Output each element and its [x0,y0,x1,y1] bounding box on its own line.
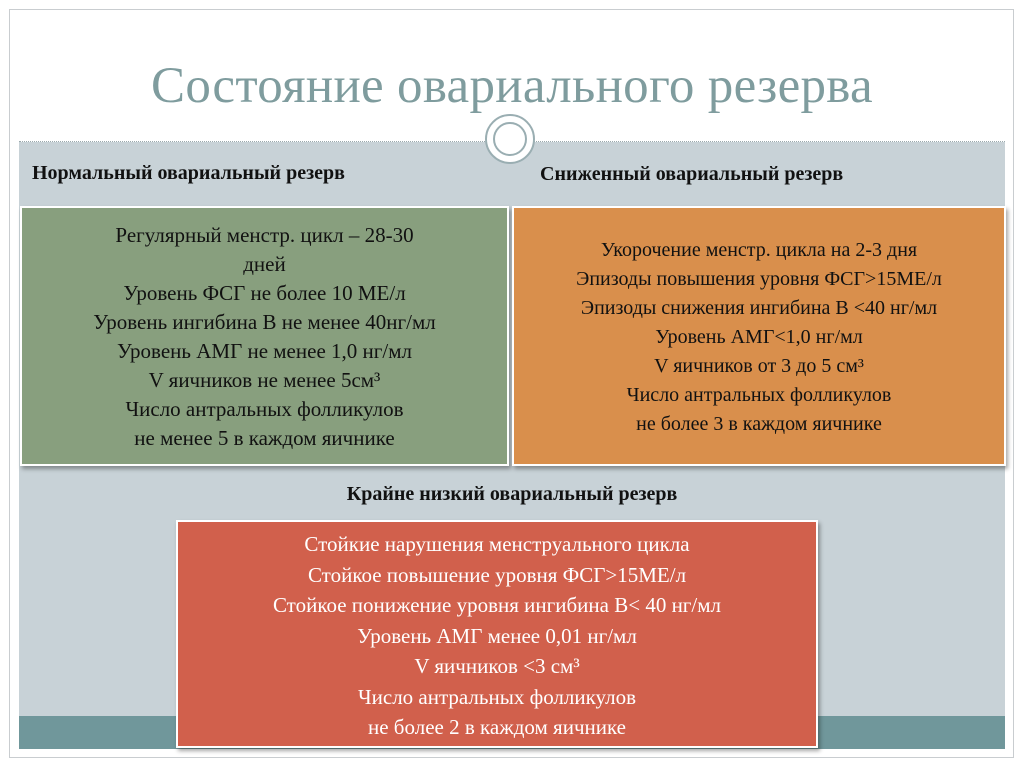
heading-low-reserve: Крайне низкий овариальный резерв [346,483,678,505]
heading-normal-reserve: Нормальный овариальный резерв [32,162,345,184]
reduced-line: V яичников от 3 до 5 см³ [654,355,864,377]
normal-line: Уровень ингибина В не менее 40нг/мл [93,310,436,334]
low-line: Стойкие нарушения менструального цикла [304,532,690,556]
normal-line: V яичников не менее 5см³ [148,368,381,392]
normal-reserve-box [20,206,509,466]
reduced-line: Число антральных фолликулов [626,384,892,406]
low-line: Стойкое понижение уровня ингибина В< 40 нг/мл [272,593,722,617]
normal-line: Уровень АМГ не менее 1,0 нг/мл [117,339,412,363]
ring-ornament-inner [493,122,527,156]
low-line: Стойкое повышение уровня ФСГ>15МЕ/л [307,562,687,587]
normal-line: Уровень ФСГ не более 10 МЕ/л [123,281,406,305]
normal-line: Регулярный менстр. цикл – 28-30 [115,223,414,247]
low-line: Уровень АМГ менее 0,01 нг/мл [357,623,637,648]
heading-reduced-reserve: Сниженный овариальный резерв [540,163,844,185]
low-line: V яичников <3 см³ [414,654,580,678]
normal-line: Число антральных фолликулов [125,397,404,421]
reduced-line: не более 3 в каждом яичнике [636,413,882,435]
slide-title: Состояние овариального резерва [151,58,873,114]
normal-line: дней [243,252,286,276]
low-line: не более 2 в каждом яичнике [368,715,626,739]
reduced-line: Укорочение менстр. цикла на 2-3 дня [600,239,918,261]
reduced-reserve-box [512,206,1006,466]
reduced-line: Эпизоды снижения ингибина В <40 нг/мл [580,297,938,319]
normal-line: не менее 5 в каждом яичнике [134,426,395,450]
reduced-line: Эпизоды повышения уровня ФСГ>15МЕ/л [576,268,942,290]
low-reserve-box [176,520,818,748]
ring-ornament [485,114,535,164]
low-line: Число антральных фолликулов [358,684,636,709]
reduced-line: Уровень АМГ<1,0 нг/мл [655,326,863,348]
